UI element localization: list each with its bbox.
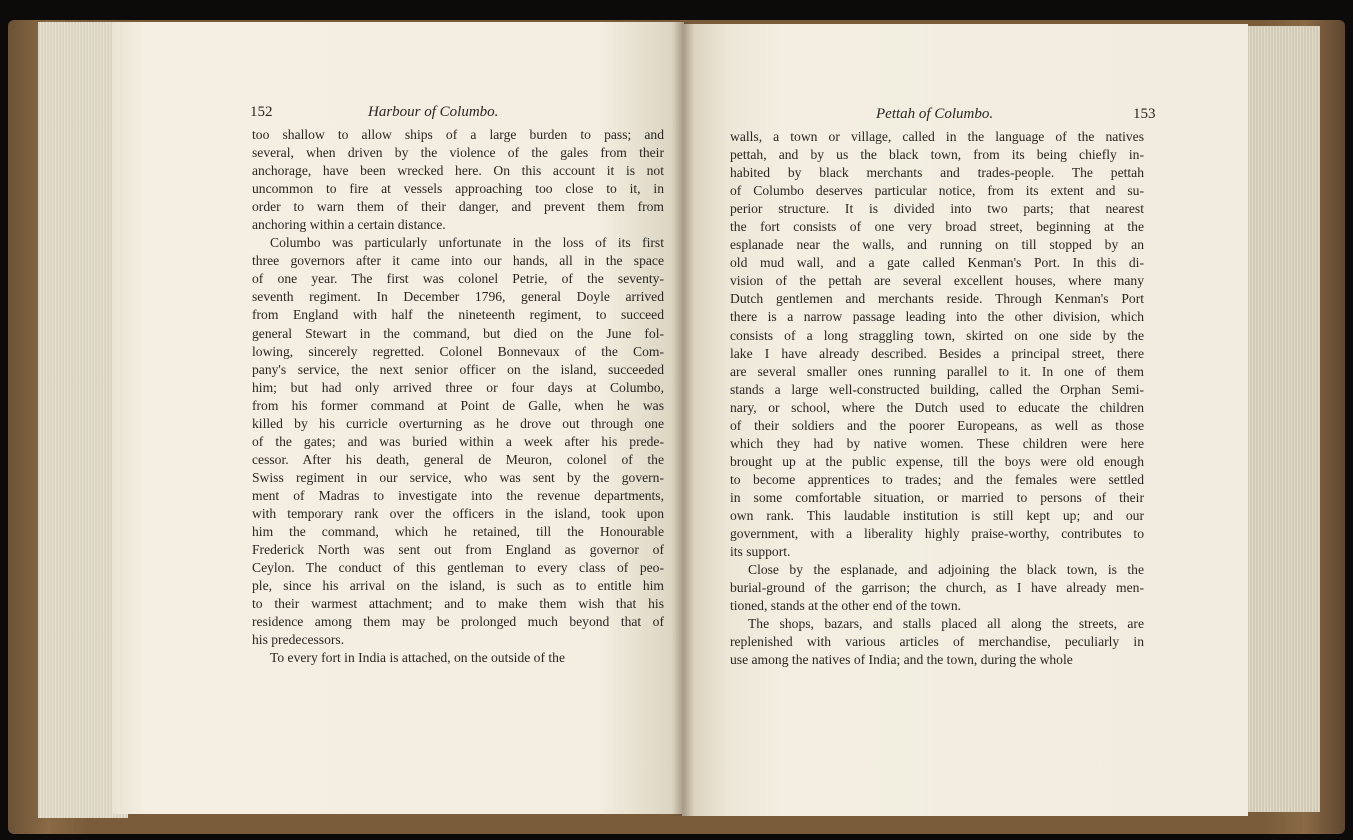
right-page — [682, 24, 1248, 816]
text-line: general Stewart in the command, but died on the June fol- — [252, 325, 664, 341]
text-line: Dutch gentlemen and merchants reside. Through Kenman's Port — [730, 291, 1144, 307]
text-line: him; but had only arrived three or four days at Columbo, — [252, 379, 664, 395]
text-line: Frederick North was sent out from England as governor of — [252, 542, 664, 558]
text-line: stands a large well-constructed building, called the Orphan Semi- — [730, 381, 1144, 397]
text-line: cessor. After his death, general de Meuron, colonel of the — [252, 451, 664, 467]
text-line: burial-ground of the garrison; the church, as I have already men- — [730, 580, 1144, 596]
right-page-text — [730, 128, 1144, 669]
text-line: To every fort in India is attached, on the outside of the — [270, 650, 565, 666]
text-line: old mud wall, and a gate called Kenman's Port. In this di- — [730, 255, 1144, 271]
text-line: uncommon to fire at vessels approaching too close to it, in — [252, 181, 664, 197]
text-line: him the command, which he retained, till the Honourable — [252, 524, 664, 540]
text-line: to become apprentices to trades; and the females were settled — [730, 471, 1144, 487]
text-line: tioned, stands at the other end of the town. — [730, 598, 962, 614]
left-page — [112, 22, 684, 814]
text-line: his predecessors. — [252, 632, 345, 648]
text-line: lowing, sincerely regretted. Colonel Bonnevaux of the Com- — [252, 343, 664, 359]
text-line: in some comfortable situation, or married to persons of their — [730, 489, 1144, 505]
text-line: of one year. The first was colonel Petrie, of the seventy- — [252, 271, 664, 287]
text-line: own rank. This laudable institution is still kept up; and our — [730, 507, 1144, 523]
right-running-title: Pettah of Columbo. — [876, 106, 994, 122]
text-line: too shallow to allow ships of a large burden to pass; and — [252, 127, 664, 142]
left-page-number: 152 — [250, 104, 273, 120]
left-running-title: Harbour of Columbo. — [368, 104, 499, 120]
right-page-edges — [1238, 26, 1320, 812]
text-line: the fort consists of one very broad street, beginning at the — [730, 219, 1144, 235]
text-line: use among the natives of India; and the town, during the whole — [730, 652, 1073, 668]
text-line: Close by the esplanade, and adjoining the black town, is the — [748, 562, 1144, 578]
text-line: seventh regiment. In December 1796, general Doyle arrived — [252, 289, 664, 305]
text-line: replenished with various articles of merchandise, peculiarly in — [730, 634, 1144, 650]
text-line: The shops, bazars, and stalls placed all along the streets, are — [748, 616, 1144, 632]
text-line: its support. — [730, 544, 791, 560]
text-line: Swiss regiment in our service, who was sent by the govern- — [252, 469, 664, 485]
text-line: habited by black merchants and trades-people. The pettah — [730, 165, 1144, 181]
text-line: Ceylon. The conduct of this gentleman to every class of peo- — [252, 560, 664, 576]
text-line: several, when driven by the violence of the gales from their — [252, 145, 664, 161]
text-line: of their soldiers and the poorer Europeans, as well as those — [730, 417, 1144, 433]
text-line: from his former command at Point de Galle, when he was — [252, 397, 664, 413]
text-line: which they had by native women. These children were here — [730, 435, 1144, 451]
text-line: Columbo was particularly unfortunate in the loss of its first — [270, 235, 664, 251]
text-line: vision of the pettah are several excellent houses, where many — [730, 273, 1144, 289]
text-line: esplanade near the walls, and running on till stopped by an — [730, 237, 1144, 253]
text-line: pettah, and by us the black town, from its being chiefly in- — [730, 147, 1144, 163]
text-line: walls, a town or village, called in the language of the natives — [730, 129, 1144, 144]
book-gutter — [672, 22, 694, 816]
text-line: nary, or school, where the Dutch used to educate the children — [730, 399, 1144, 415]
text-line: to their warmest attachment; and to make them wish that his — [252, 596, 664, 612]
text-line: three governors after it came into our hands, all in the space — [252, 253, 664, 269]
text-line: are several smaller ones running parallel to it. In one of them — [730, 363, 1144, 379]
text-line: of Columbo deserves particular notice, from its extent and su- — [730, 183, 1144, 199]
text-line: anchoring within a certain distance. — [252, 217, 446, 233]
right-page-number: 153 — [1133, 106, 1156, 122]
text-line: ment of Madras to investigate into the revenue departments, — [252, 487, 664, 503]
text-line: from England with half the nineteenth regiment, to succeed — [252, 307, 664, 323]
text-line: perior structure. It is divided into two parts; that nearest — [730, 201, 1144, 217]
text-line: lake I have already described. Besides a principal street, there — [730, 345, 1144, 361]
text-line: consists of a long straggling town, skirted on one side by the — [730, 327, 1144, 343]
text-line: pany's service, the next senior officer on the island, succeeded — [252, 361, 664, 377]
text-line: order to warn them of their danger, and prevent them from — [252, 199, 664, 215]
text-line: government, with a liberality highly praise-worthy, contributes to — [730, 526, 1144, 542]
left-page-text — [252, 126, 664, 667]
text-line: brought up at the public expense, till the boys were old enough — [730, 453, 1144, 469]
text-line: residence among them may be prolonged much beyond that of — [252, 614, 664, 630]
text-line: there is a narrow passage leading into the other division, which — [730, 309, 1144, 325]
text-line: anchorage, have been wrecked here. On this account it is not — [252, 163, 664, 179]
text-line: with temporary rank over the officers in the island, took upon — [252, 505, 664, 521]
text-line: ple, since his arrival on the island, is such as to entitle him — [252, 578, 664, 594]
text-line: of the gates; and was buried within a week after his prede- — [252, 433, 664, 449]
text-line: killed by his curricle overturning as he drove out through one — [252, 415, 664, 431]
